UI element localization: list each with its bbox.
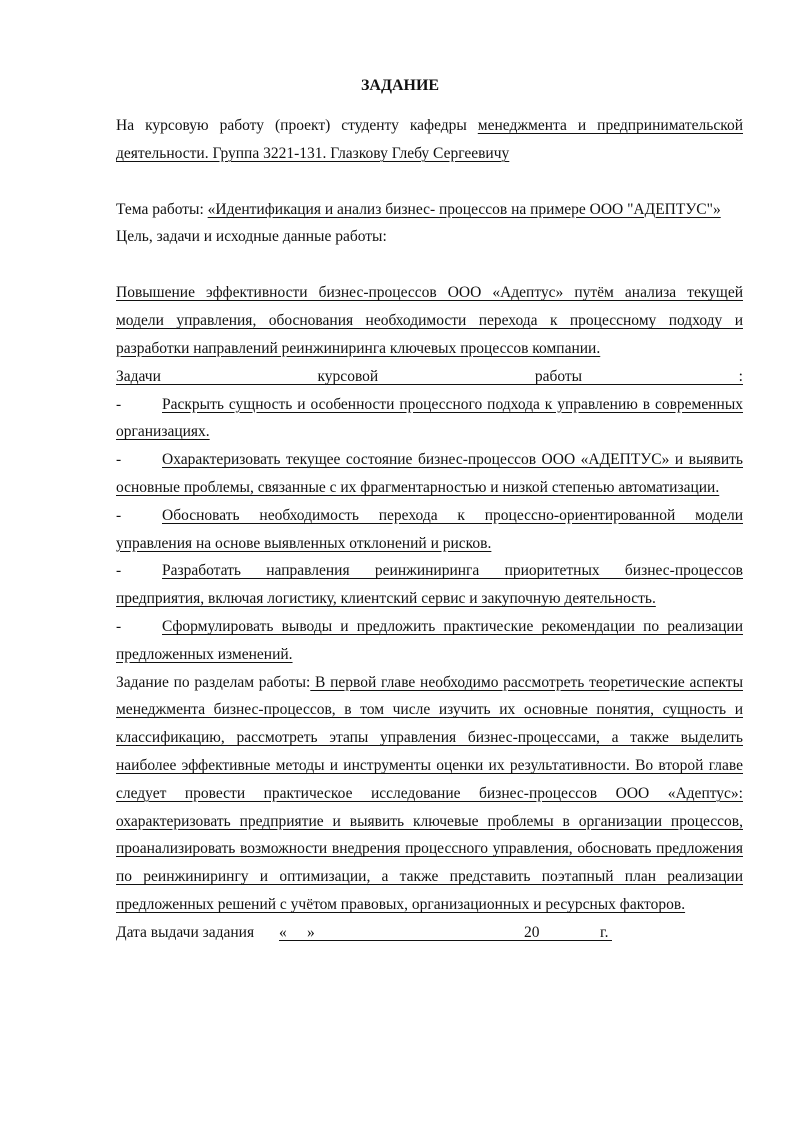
task-text: Охарактеризовать текущее состояние бизнес-процессов ООО «АДЕПТУС» и выявить основные проблемы, связанные с их фрагментарностью и низкой степенью автоматизации. bbox=[116, 451, 743, 496]
task-item bbox=[116, 391, 743, 447]
issue-date-label: Дата выдачи задания bbox=[116, 923, 255, 941]
task-text: Разработать направления реинжиниринга приоритетных бизнес-процессов предприятия, включая логистику, клиентский сервис и закупочную деятельность. bbox=[116, 562, 743, 608]
task-item bbox=[116, 613, 743, 669]
task-text: Сформулировать выводы и предложить практические рекомендации по реализации предложенных изменений. bbox=[116, 617, 743, 663]
document-body bbox=[116, 112, 743, 947]
sections-text: В первой главе необходимо рассмотреть теоретические аспекты менеджмента бизнес-процессов, в том числе изучить их основные понятия, сущность и классификацию, рассмотреть этапы управления бизнес-процессами, а также выделить наиболее эффективные методы и инструменты оценки их результативности. Во второй главе следует провести практическое исследование бизнес-процессов ООО «Адептус»: охарактеризовать предприятие и выявить ключевые проблемы в организации процессов, проанализировать возможности внедрения процессного управления, обосновать предложения по реинжинирингу и оптимизации, а также представить поэтапный план реализации предложенных решений с учётом правовых, организационных и ресурсных факторов. bbox=[116, 673, 743, 913]
tasks-header-word: Задачи bbox=[116, 367, 161, 385]
goals-label: Цель, задачи и исходные данные работы: bbox=[116, 228, 387, 246]
intro-prefix: На курсовую работу (проект) студенту кафедры bbox=[116, 117, 478, 134]
tasks-header-word: курсовой bbox=[317, 367, 379, 385]
task-text: Обосновать необходимость перехода к процессно-ориентированной модели управления на основе выявленных отклонений и рисков. bbox=[116, 506, 743, 552]
document-title: ЗАДАНИЕ bbox=[360, 77, 440, 94]
issue-date-underline bbox=[279, 940, 612, 941]
tasks-header-word: : bbox=[738, 367, 743, 385]
sections-paragraph bbox=[116, 669, 743, 919]
task-dash: - bbox=[116, 395, 122, 413]
task-text: Раскрыть сущность и особенности процессного подхода к управлению в современных организациях. bbox=[116, 395, 743, 441]
issue-date-line bbox=[116, 919, 743, 947]
issue-date-close-quote: » bbox=[307, 923, 315, 941]
tasks-header bbox=[116, 363, 743, 391]
task-dash: - bbox=[116, 562, 122, 580]
tasks-header-word: работы bbox=[534, 367, 583, 385]
issue-date-open-quote: « bbox=[279, 923, 287, 941]
task-item bbox=[116, 502, 743, 558]
topic-value: «Идентификация и анализ бизнес- процессов на примере ООО "АДЕПТУС"» bbox=[207, 200, 721, 218]
topic-paragraph bbox=[116, 196, 743, 224]
goal-text: Повышение эффективности бизнес-процессов ООО «Адептус» путём анализа текущей модели управления, обоснования необходимости перехода к процессному подходу и разработки направлений реинжиниринга ключевых процессов компании. bbox=[116, 284, 743, 357]
task-item bbox=[116, 446, 743, 502]
sections-label: Задание по разделам работы: bbox=[116, 673, 311, 691]
intro-paragraph bbox=[116, 112, 743, 168]
task-dash: - bbox=[116, 506, 122, 524]
issue-date-suffix: г. bbox=[600, 923, 609, 941]
task-dash: - bbox=[116, 617, 122, 635]
task-item bbox=[116, 557, 743, 613]
intro-department-student: менеджмента и предпринимательской деятельности. Группа 3221-131. Глазкову Глебу Сергеевичу bbox=[116, 117, 743, 162]
task-dash: - bbox=[116, 451, 122, 469]
topic-label: Тема работы: bbox=[116, 200, 208, 218]
issue-date-year: 20 bbox=[524, 923, 540, 941]
